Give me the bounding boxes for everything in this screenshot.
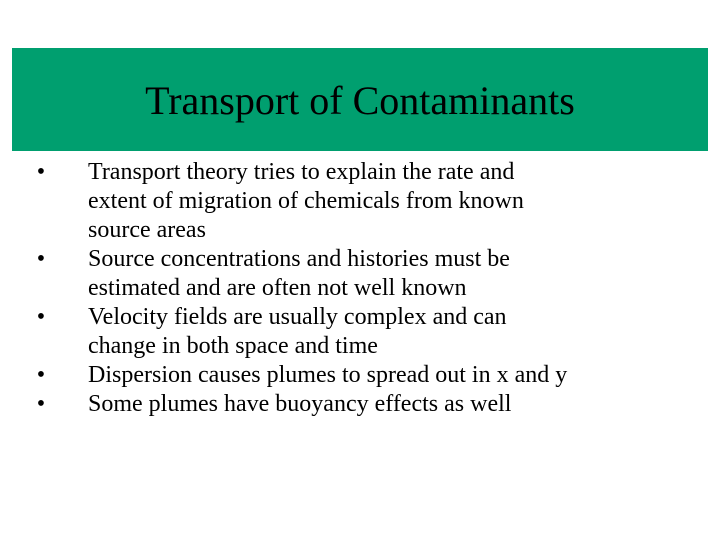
- bullet-item: [24, 158, 684, 245]
- bullet-item: [24, 303, 684, 361]
- bullet-item: [24, 361, 684, 390]
- bullet-dot-icon: •: [36, 391, 46, 417]
- bullet-dot-icon: •: [36, 362, 46, 388]
- bullet-dot-icon: •: [36, 159, 46, 185]
- bullet-line: estimated and are often not well known: [88, 275, 467, 301]
- bullet-item: [24, 245, 684, 303]
- bullet-line: Dispersion causes plumes to spread out in x and y: [88, 362, 568, 388]
- bullet-line: Velocity fields are usually complex and can: [88, 304, 507, 330]
- slide-title: Transport of Contaminants: [145, 77, 575, 123]
- bullet-text: [88, 361, 684, 390]
- bullet-line: Source concentrations and histories must be: [88, 246, 510, 272]
- bullet-dot-icon: •: [36, 246, 46, 272]
- bullet-list: [24, 158, 684, 419]
- title-bar: [12, 48, 708, 151]
- bullet-line: source areas: [88, 217, 206, 243]
- bullet-text: [88, 158, 684, 245]
- bullet-text: [88, 303, 684, 361]
- bullet-text: [88, 245, 684, 303]
- bullet-dot-icon: •: [36, 304, 46, 330]
- bullet-line: change in both space and time: [88, 333, 378, 359]
- bullet-item: [24, 390, 684, 419]
- bullet-line: extent of migration of chemicals from known: [88, 188, 524, 214]
- bullet-line: Some plumes have buoyancy effects as well: [88, 391, 512, 417]
- bullet-line: Transport theory tries to explain the rate and: [88, 159, 515, 185]
- bullet-text: [88, 390, 684, 419]
